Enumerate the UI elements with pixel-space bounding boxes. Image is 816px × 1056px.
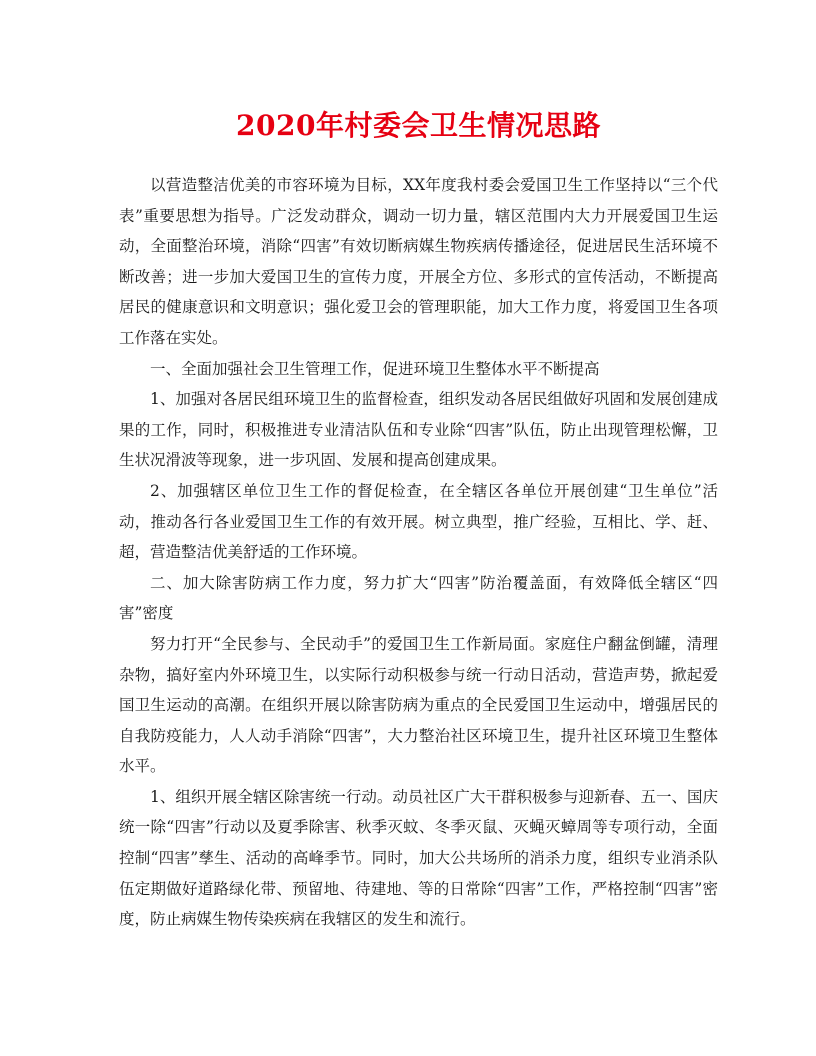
intro-paragraph: 以营造整洁优美的市容环境为目标，XX年度我村委会爱国卫生工作坚持以“三个代表”重要思想为指导。广泛发动群众，调动一切力量，辖区范围内大力开展爱国卫生运动，全面整治环境，消除“四害”有效切断病媒生物疾病传播途径，促进居民生活环境不断改善；进一步加大爱国卫生的宣传力度，开展全方位、多形式的宣传活动，不断提高居民的健康意识和文明意识；强化爱卫会的管理职能，加大工作力度，将爱国卫生各项工作落在实处。 (119, 176, 718, 347)
body-paragraph: 2、加强辖区单位卫生工作的督促检查，在全辖区各单位开展创建“卫生单位”活动，推动各行各业爱国卫生工作的有效开展。树立典型，推广经验，互相比、学、赶、超，营造整洁优美舒适的工作环境。 (119, 481, 718, 562)
section-heading-1: 一、全面加强社会卫生管理工作，促进环境卫生整体水平不断提高 (150, 359, 600, 378)
body-paragraph: 1、组织开展全辖区除害统一行动。动员社区广大干群积极参与迎新春、五一、国庆统一除“四害”行动以及夏季除害、秋季灭蚊、冬季灭鼠、灭蝇灭蟑周等专项行动，全面控制“四害”孳生、活动的高峰季节。同时，加大公共场所的消杀力度，组织专业消杀队伍定期做好道路绿化带、预留地、待建地、等的日常除“四害”工作，严格控制“四害”密度，防止病媒生物传染疾病在我辖区的发生和流行。 (119, 787, 718, 929)
section-heading-2: 二、加大除害防病工作力度，努力扩大“四害”防治覆盖面，有效降低全辖区“四害”密度 (119, 573, 718, 623)
body-paragraph: 努力打开“全民参与、全民动手”的爱国卫生工作新局面。家庭住户翻盆倒罐，清理杂物，搞好室内外环境卫生，以实际行动积极参与统一行动日活动，营造声势，掀起爱国卫生运动的高潮。在组织开展以除害防病为重点的全民爱国卫生运动中，增强居民的自我防疫能力，人人动手消除“四害”，大力整治社区环境卫生，提升社区环境卫生整体水平。 (119, 634, 718, 776)
document-body (119, 170, 718, 935)
document-title: 2020年村委会卫生情况思路 (236, 109, 601, 142)
body-paragraph: 1、加强对各居民组环境卫生的监督检查，组织发动各居民组做好巩固和发展创建成果的工作，同时，积极推进专业清洁队伍和专业除“四害”队伍，防止出现管理松懈，卫生状况滑波等现象，进一步巩固、发展和提高创建成果。 (119, 390, 718, 470)
